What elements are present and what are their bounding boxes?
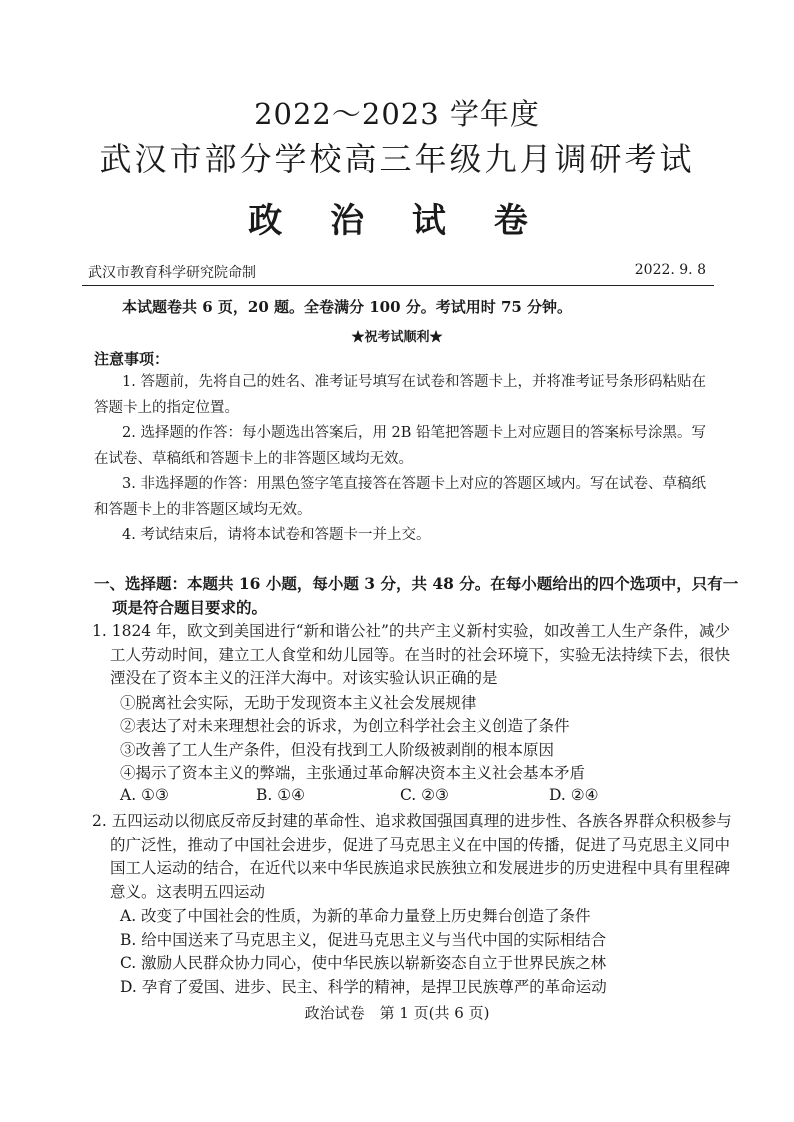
option-d: D. ②④ (549, 786, 599, 804)
question-1-stem: 1. 1824 年，欧文到美国进行“新和谐公社”的共产主义新村实验，如改善工人生产条件，减少工人劳动时间，建立工人食堂和幼儿园等。在当时的社会环境下，实验无法持续下去，很快湮没在了资本主义的汪洋大海中。对该实验认识正确的是 (92, 622, 731, 688)
school-year: 2022～2023 学年度 (254, 97, 540, 131)
good-luck: ★祝考试顺利★ (351, 330, 443, 345)
question-1-statement: ④揭示了资本主义的弊端，主张通过革命解决资本主义社会基本矛盾 (120, 764, 586, 782)
option-c: C. ②③ (400, 786, 449, 804)
option-b: B. ①④ (256, 786, 306, 804)
issuer: 武汉市教育科学研究院命制 (88, 265, 256, 281)
exam-title: 武汉市部分学校高三年级九月调研考试 (99, 140, 695, 178)
section-title: 一、选择题：本题共 16 小题，每小题 3 分，共 48 分。在每小题给出的四个选项中，只有一项是符合题目要求的。 (94, 574, 739, 617)
notes-heading: 注意事项： (94, 350, 170, 368)
note-item: 3. 非选择题的作答：用黑色签字笔直接答在答题卡上对应的答题区域内。写在试卷、草稿纸和答题卡上的非答题区域均无效。 (94, 476, 706, 518)
option-a: A. ①③ (120, 786, 169, 804)
note-item: 4. 考试结束后，请将本试卷和答题卡一并上交。 (122, 527, 431, 543)
note-item: 1. 答题前，先将自己的姓名、准考证号填写在试卷和答题卡上，并将准考证号条形码粘贴在答题卡上的指定位置。 (94, 374, 706, 416)
exam-date: 2022. 9. 8 (634, 262, 706, 278)
question-1-statement: ③改善了工人生产条件，但没有找到工人阶级被剥削的根本原因 (120, 741, 555, 759)
note-item: 2. 选择题的作答：每小题选出答案后，用 2B 铅笔把答题卡上对应题目的答案标号涂黑。写在试卷、草稿纸和答题卡上的非答题区域均无效。 (94, 425, 707, 467)
question-1-statement: ①脱离社会实际，无助于发现资本主义社会发展规律 (120, 694, 477, 712)
question-2-option-a: A. 改变了中国社会的性质，为新的革命力量登上历史舞台创造了条件 (120, 907, 591, 925)
header-divider (82, 285, 714, 286)
question-2-option-b: B. 给中国送来了马克思主义，促进马克思主义与当代中国的实际相结合 (120, 931, 607, 949)
subject-title: 政 治 试 卷 (248, 201, 546, 241)
question-1-statement: ②表达了对未来理想社会的诉求，为创立科学社会主义创造了条件 (120, 717, 570, 735)
page-footer: 政治试卷 第 1 页(共 6 页) (304, 1004, 490, 1022)
exam-info: 本试题卷共 6 页，20 题。全卷满分 100 分。考试用时 75 分钟。 (122, 298, 573, 316)
question-2-stem: 2. 五四运动以彻底反帝反封建的革命性、追求救国强国真理的进步性、各族各界群众积极参与的广泛性，推动了中国社会进步，促进了马克思主义在中国的传播，促进了马克思主义同中国工人运动的结合，在近代以来中华民族追求民族独立和发展进步的历史进程中具有里程碑意义。这表明五四运动 (92, 812, 732, 901)
question-2-option-d: D. 孕育了爱国、进步、民主、科学的精神，是捍卫民族尊严的革命运动 (120, 978, 607, 996)
question-1-options (120, 786, 720, 810)
question-2-option-c: C. 激励人民群众协力同心，使中华民族以崭新姿态自立于世界民族之林 (120, 954, 607, 972)
